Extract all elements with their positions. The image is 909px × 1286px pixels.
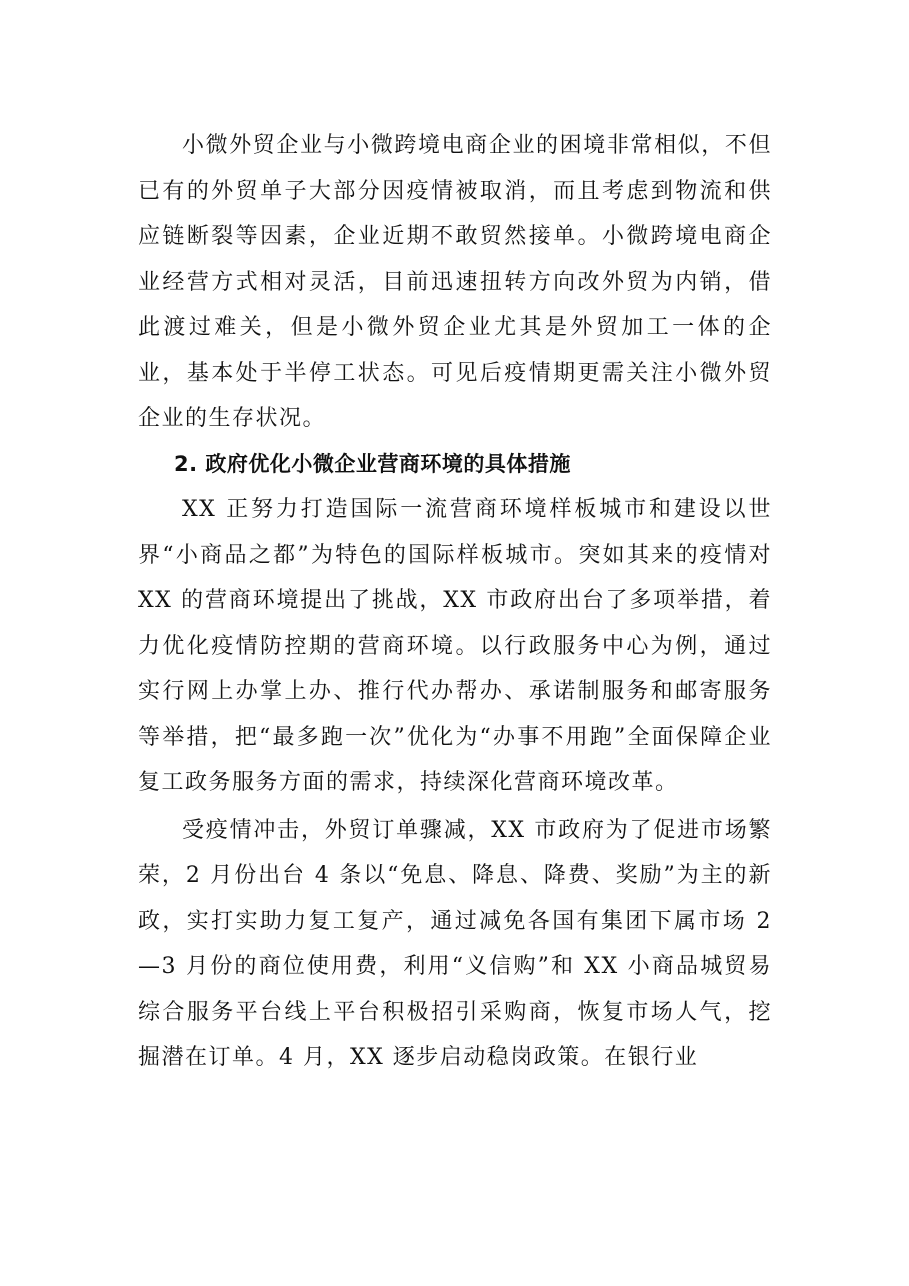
paragraph-2: XX 正努力打造国际一流营商环境样板城市和建设以世界“小商品之都”为特色的国际样板城市。突如其来的疫情对 XX 的营商环境提出了挑战，XX 市政府出台了多项举措，着力优化疫情防控期的营商环境。以行政服务中心为例，通过实行网上办掌上办、推行代办帮办、承诺制服务和邮寄服务等举措，把“最多跑一次”优化为“办事不用跑”全面保障企业复工政务服务方面的需求，持续深化营商环境改革。 bbox=[138, 497, 772, 795]
paragraph-1: 小微外贸企业与小微跨境电商企业的困境非常相似，不但已有的外贸单子大部分因疫情被取消，而且考虑到物流和供应链断裂等因素，企业近期不敢贸然接单。小微跨境电商企业经营方式相对灵活，目前迅速扭转方向改外贸为内销，借此渡过难关，但是小微外贸企业尤其是外贸加工一体的企业，基本处于半停工状态。可见后疫情期更需关注小微外贸企业的生存状况。 bbox=[138, 133, 772, 431]
paragraph-3: 受疫情冲击，外贸订单骤减，XX 市政府为了促进市场繁荣，2 月份出台 4 条以“免息、降息、降费、奖励”为主的新政，实打实助力复工复产，通过减免各国有集团下属市场 2—3 月份的商位使用费，利用“义信购”和 XX 小商品城贸易综合服务平台线上平台积极招引采购商，恢复市场人气，挖掘潜在订单。4 月，XX 逐步启动稳岗政策。在银行业 bbox=[138, 817, 772, 1070]
section-heading: 2. 政府优化小微企业营商环境的具体措施 bbox=[174, 451, 571, 476]
document-page bbox=[138, 123, 772, 1081]
